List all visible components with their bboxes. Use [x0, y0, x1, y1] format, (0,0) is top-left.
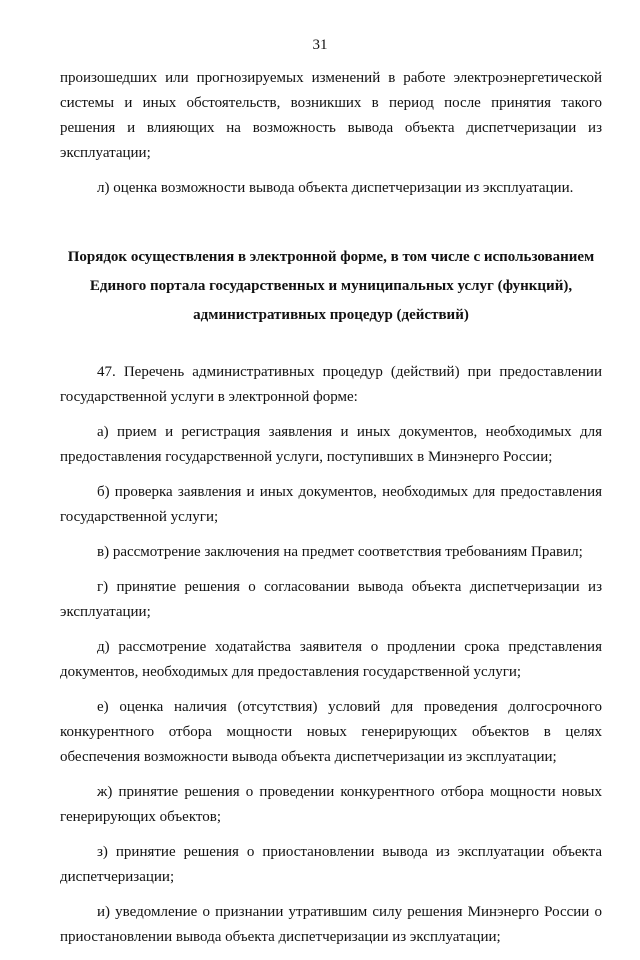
list-item-b: б) проверка заявления и иных документов, необходимых для предоставления государственной услуги;	[60, 484, 602, 525]
list-item-d: д) рассмотрение ходатайства заявителя о продлении срока представления документов, необходимых для предоставления государственной услуги;	[60, 639, 602, 680]
paragraph-47-intro: 47. Перечень административных процедур (действий) при предоставлении государственной услуги в электронной форме:	[60, 364, 602, 405]
list-item-z: з) принятие решения о приостановлении вывода из эксплуатации объекта диспетчеризации;	[60, 844, 602, 885]
item-l-paragraph: л) оценка возможности вывода объекта диспетчеризации из эксплуатации.	[97, 180, 574, 196]
list-item-g: г) принятие решения о согласовании вывода объекта диспетчеризации из эксплуатации;	[60, 579, 602, 620]
list-item-i: и) уведомление о признании утратившим силу решения Минэнерго России о приостановлении вывода объекта диспетчеризации из эксплуатации;	[60, 904, 602, 945]
continuation-paragraph: произошедших или прогнозируемых изменений в работе электроэнергетической системы и иных обстоятельств, возникших в период после принятия такого решения и влияющих на возможность вывода объекта диспетчеризации из эксплуатации;	[60, 70, 602, 161]
page-number: 31	[312, 37, 328, 53]
page-content	[60, 66, 602, 960]
section-heading: Порядок осуществления в электронной форме, в том числе с использованием Единого портала государственных и муниципальных услуг (функций), административных процедур (действий)	[67, 249, 595, 323]
list-item-zh: ж) принятие решения о проведении конкурентного отбора мощности новых генерирующих объектов;	[60, 784, 602, 825]
list-item-a: а) прием и регистрация заявления и иных документов, необходимых для предоставления государственной услуги, поступивших в Минэнерго России;	[60, 424, 602, 465]
list-item-v: в) рассмотрение заключения на предмет соответствия требованиям Правил;	[97, 544, 583, 560]
list-item-e: е) оценка наличия (отсутствия) условий для проведения долгосрочного конкурентного отбора мощности новых генерирующих объектов в целях обеспечения возможности вывода объекта диспетчеризации из эксплуатации;	[60, 699, 602, 765]
